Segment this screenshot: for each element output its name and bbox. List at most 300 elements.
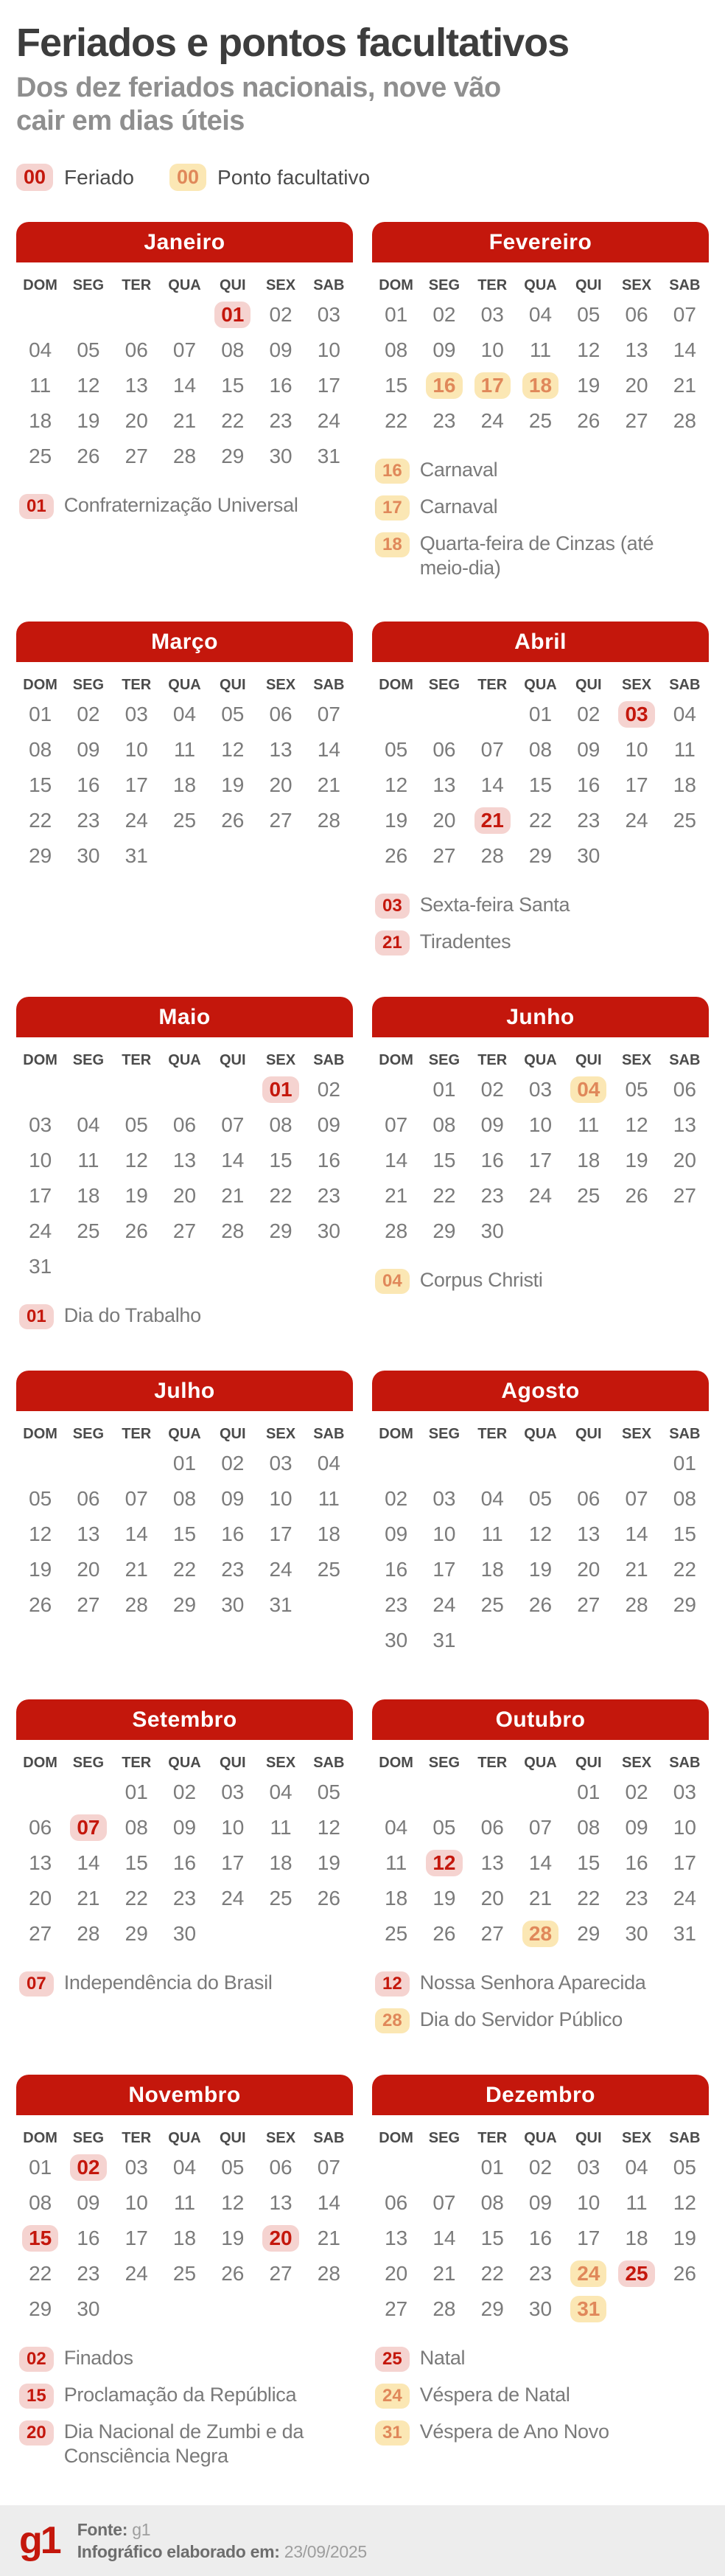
day-cell <box>113 1178 161 1214</box>
month-header <box>372 622 709 662</box>
day-cell <box>469 2221 516 2256</box>
day-number: 23 <box>480 1184 504 1208</box>
day-number: 22 <box>673 1558 696 1581</box>
legend-item-facultativo <box>169 164 370 191</box>
day-number: 19 <box>577 374 600 397</box>
day-cell <box>16 2291 64 2327</box>
day-number: 10 <box>269 1487 293 1511</box>
day-cell <box>564 1517 612 1552</box>
day-number: 27 <box>77 1593 100 1617</box>
day-number: 30 <box>77 2297 100 2321</box>
day-cell <box>372 1214 420 1249</box>
day-number: 09 <box>269 338 293 362</box>
day-cell <box>564 1845 612 1881</box>
day-number: 03 <box>269 1452 293 1475</box>
day-cell <box>209 1881 256 1916</box>
weekday-label: SAB <box>669 2130 701 2147</box>
day-cell <box>612 1775 660 1810</box>
day-number: 30 <box>269 445 293 468</box>
note-label: Finados <box>63 2347 133 2370</box>
weekday-label: SEX <box>266 2130 296 2147</box>
day-number: 08 <box>577 1816 600 1839</box>
day-number: 03 <box>221 1780 245 1804</box>
day-number: 17 <box>673 1851 696 1875</box>
day-number: 07 <box>125 1487 148 1511</box>
day-number: 13 <box>577 1522 600 1546</box>
day-number: 19 <box>77 409 100 433</box>
day-number: 08 <box>172 1487 197 1511</box>
day-cell <box>372 1143 420 1178</box>
day-number: 01 <box>577 1780 600 1804</box>
day-number: 31 <box>269 1593 293 1617</box>
day-number: 05 <box>77 338 100 362</box>
day-number: 11 <box>318 1487 340 1511</box>
day-cell <box>64 1916 112 1952</box>
holiday-note <box>19 493 353 519</box>
day-cell <box>209 803 256 838</box>
day-number: 30 <box>385 1629 408 1652</box>
day-number: 27 <box>385 2297 408 2321</box>
day-cell <box>161 1178 209 1214</box>
day-number: 17 <box>125 2227 148 2250</box>
day-number: 29 <box>673 1593 696 1617</box>
weekday-label: QUI <box>220 1052 246 1069</box>
day-cell <box>256 333 304 368</box>
day-number: 29 <box>125 1922 148 1946</box>
note-day-badge: 17 <box>375 495 410 521</box>
weekday-row <box>16 1052 353 1069</box>
day-cell <box>161 1143 209 1178</box>
empty-day-cell <box>64 1446 112 1481</box>
weekday-label: DOM <box>23 2130 57 2147</box>
weekday-label: SAB <box>313 1755 345 1772</box>
day-number: 27 <box>269 2262 293 2286</box>
day-cell <box>661 1517 709 1552</box>
day-cell <box>420 2256 468 2291</box>
day-cell <box>564 2291 612 2327</box>
day-cell <box>420 1178 468 1214</box>
day-12-feriado: 12 <box>426 1850 462 1876</box>
day-number: 19 <box>432 1887 456 1910</box>
day-cell <box>420 732 468 767</box>
month-header <box>372 997 709 1037</box>
day-number: 20 <box>577 1558 600 1581</box>
day-cell <box>612 732 660 767</box>
day-cell <box>564 1587 612 1623</box>
empty-day-cell <box>16 1072 64 1107</box>
weekday-label: SEX <box>622 1426 652 1443</box>
day-cell <box>564 2256 612 2291</box>
day-number: 19 <box>221 2227 245 2250</box>
day-number: 09 <box>577 738 600 762</box>
weekday-label: SAB <box>669 1426 701 1443</box>
day-cell <box>372 1107 420 1143</box>
holiday-note <box>375 893 709 919</box>
day-cell <box>209 732 256 767</box>
holiday-note <box>375 2383 709 2409</box>
day-number: 19 <box>221 773 245 797</box>
day-cell <box>113 1775 161 1810</box>
day-cell <box>16 1214 64 1249</box>
note-label: Independência do Brasil <box>63 1971 273 1994</box>
day-number: 22 <box>29 2262 52 2286</box>
day-number: 14 <box>480 773 504 797</box>
day-number: 18 <box>29 409 52 433</box>
day-cell <box>305 1775 353 1810</box>
day-number: 18 <box>673 773 696 797</box>
day-number: 07 <box>317 703 340 726</box>
day-cell <box>564 333 612 368</box>
day-cell <box>420 333 468 368</box>
day-number: 04 <box>673 703 696 726</box>
day-number: 25 <box>577 1184 600 1208</box>
day-cell <box>113 368 161 403</box>
day-number: 23 <box>269 409 293 433</box>
day-number: 29 <box>480 2297 504 2321</box>
month-title: Setembro <box>132 1707 237 1732</box>
day-cell <box>161 803 209 838</box>
days-grid <box>16 1072 353 1284</box>
day-cell <box>305 697 353 732</box>
empty-day-cell <box>420 1446 468 1481</box>
day-cell <box>256 2221 304 2256</box>
day-number: 12 <box>221 2191 245 2215</box>
day-cell <box>469 1481 516 1517</box>
note-label: Proclamação da República <box>63 2384 297 2406</box>
day-cell <box>256 1446 304 1481</box>
day-number: 08 <box>480 2191 504 2215</box>
day-number: 26 <box>673 2262 696 2286</box>
day-cell <box>256 2150 304 2185</box>
day-cell <box>564 1881 612 1916</box>
days-grid <box>372 2150 709 2327</box>
day-cell <box>372 1481 420 1517</box>
weekday-label: QUI <box>220 277 246 294</box>
note-label: Carnaval <box>419 495 498 518</box>
day-number: 28 <box>480 844 504 868</box>
day-number: 06 <box>172 1113 197 1137</box>
legend-label-facultativo: Ponto facultativo <box>217 165 371 189</box>
day-number: 11 <box>385 1851 407 1875</box>
day-cell <box>612 1810 660 1845</box>
day-cell <box>469 1845 516 1881</box>
day-cell <box>564 1072 612 1107</box>
day-cell <box>16 439 64 474</box>
weekday-label: SEX <box>266 677 296 694</box>
day-cell <box>113 838 161 874</box>
day-cell <box>372 297 420 333</box>
day-number: 15 <box>673 1522 696 1546</box>
day-number: 24 <box>125 809 148 832</box>
day-cell <box>372 1587 420 1623</box>
day-number: 26 <box>432 1922 456 1946</box>
day-number: 04 <box>625 2156 648 2179</box>
note-label: Natal <box>419 2347 466 2370</box>
weekday-row <box>16 1755 353 1772</box>
empty-day-cell <box>113 297 161 333</box>
day-cell <box>516 333 564 368</box>
holiday-notes <box>372 1971 709 2033</box>
day-cell <box>64 2221 112 2256</box>
month-novembro <box>16 2075 353 2468</box>
day-31-facultativo: 31 <box>570 2296 606 2322</box>
day-cell <box>113 1214 161 1249</box>
day-number: 24 <box>673 1887 696 1910</box>
day-cell <box>372 2256 420 2291</box>
month-title: Fevereiro <box>488 229 592 254</box>
day-number: 25 <box>528 409 553 433</box>
day-cell <box>16 1178 64 1214</box>
weekday-label: QUI <box>220 1426 246 1443</box>
day-number: 15 <box>480 2227 504 2250</box>
day-cell <box>64 803 112 838</box>
day-number: 04 <box>317 1452 340 1475</box>
holiday-note <box>19 2346 353 2372</box>
day-number: 13 <box>269 2191 293 2215</box>
day-cell <box>612 1845 660 1881</box>
day-cell <box>305 1481 353 1517</box>
days-grid <box>16 697 353 874</box>
day-cell <box>612 1143 660 1178</box>
day-number: 10 <box>673 1816 696 1839</box>
day-cell <box>256 1072 304 1107</box>
day-number: 14 <box>625 1522 648 1546</box>
page-title: Feriados e pontos facultativos <box>16 21 570 65</box>
weekday-row <box>16 2130 353 2147</box>
day-number: 04 <box>385 1816 408 1839</box>
day-number: 03 <box>125 2156 148 2179</box>
day-cell <box>564 803 612 838</box>
day-cell <box>256 1481 304 1517</box>
weekday-label: TER <box>477 277 508 294</box>
day-cell <box>420 1517 468 1552</box>
day-number: 30 <box>221 1593 245 1617</box>
empty-day-cell <box>516 1775 564 1810</box>
weekday-label: SAB <box>669 277 701 294</box>
holiday-note <box>375 1268 709 1294</box>
day-cell <box>305 333 353 368</box>
g1-logo: g1 <box>19 2519 60 2563</box>
day-cell <box>612 1881 660 1916</box>
day-number: 12 <box>125 1149 148 1172</box>
empty-day-cell <box>64 1072 112 1107</box>
day-number: 08 <box>221 338 245 362</box>
day-number: 11 <box>481 1522 503 1546</box>
day-cell <box>469 1881 516 1916</box>
note-day-badge: 03 <box>375 894 410 919</box>
day-cell <box>469 333 516 368</box>
day-cell <box>113 732 161 767</box>
weekday-label: DOM <box>379 677 413 694</box>
day-cell <box>612 697 660 732</box>
day-20-feriado: 20 <box>262 2225 298 2252</box>
day-cell <box>420 838 468 874</box>
day-number: 30 <box>172 1922 197 1946</box>
day-cell <box>661 1143 709 1178</box>
day-number: 01 <box>432 1078 456 1101</box>
day-cell <box>209 403 256 439</box>
weekday-label: SAB <box>313 1426 345 1443</box>
day-cell <box>372 732 420 767</box>
day-cell <box>256 403 304 439</box>
day-cell <box>161 2221 209 2256</box>
empty-day-cell <box>209 1072 256 1107</box>
day-cell <box>16 1481 64 1517</box>
day-number: 04 <box>77 1113 100 1137</box>
weekday-label: SEG <box>428 1426 460 1443</box>
day-number: 02 <box>317 1078 340 1101</box>
empty-day-cell <box>469 697 516 732</box>
day-cell <box>113 2150 161 2185</box>
month-header <box>372 1699 709 1740</box>
day-number: 28 <box>673 409 696 433</box>
day-number: 04 <box>480 1487 504 1511</box>
month-title: Agosto <box>501 1378 580 1403</box>
day-cell <box>469 368 516 403</box>
month-header <box>16 997 353 1037</box>
day-cell <box>64 2185 112 2221</box>
day-cell <box>16 1587 64 1623</box>
note-label: Dia do Servidor Público <box>419 2008 623 2031</box>
day-cell <box>161 2256 209 2291</box>
day-number: 02 <box>625 1780 648 1804</box>
day-number: 17 <box>625 773 648 797</box>
day-cell <box>113 2185 161 2221</box>
holiday-note <box>19 2383 353 2409</box>
day-number: 13 <box>269 738 293 762</box>
day-number: 30 <box>317 1219 340 1243</box>
day-17-facultativo: 17 <box>474 372 511 399</box>
day-number: 06 <box>577 1487 600 1511</box>
day-number: 25 <box>480 1593 504 1617</box>
day-cell <box>372 2221 420 2256</box>
day-number: 12 <box>625 1113 648 1137</box>
day-cell <box>564 1775 612 1810</box>
empty-day-cell <box>113 1072 161 1107</box>
month-title: Novembro <box>128 2082 241 2107</box>
elaborated-label: Infográfico elaborado em: <box>77 2542 280 2562</box>
day-number: 03 <box>480 303 504 327</box>
holiday-note <box>375 2346 709 2372</box>
month-fevereiro <box>372 222 709 580</box>
day-cell <box>161 1214 209 1249</box>
day-cell <box>564 1481 612 1517</box>
note-label: Carnaval <box>419 459 498 481</box>
weekday-row <box>16 277 353 294</box>
day-cell <box>161 1916 209 1952</box>
footer-source-line <box>77 2518 367 2541</box>
day-cell <box>612 1587 660 1623</box>
day-number: 09 <box>221 1487 245 1511</box>
day-number: 11 <box>77 1149 99 1172</box>
note-label: Dia do Trabalho <box>63 1304 201 1327</box>
holiday-note <box>375 532 709 580</box>
day-cell <box>305 1214 353 1249</box>
holiday-notes <box>16 2346 353 2468</box>
day-number: 02 <box>528 2156 553 2179</box>
day-number: 07 <box>317 2156 340 2179</box>
day-cell <box>256 2185 304 2221</box>
day-cell <box>612 1916 660 1952</box>
day-number: 31 <box>673 1922 696 1946</box>
day-cell <box>161 1481 209 1517</box>
note-day-badge: 01 <box>19 494 54 519</box>
day-number: 18 <box>385 1887 408 1910</box>
day-cell <box>161 1107 209 1143</box>
day-cell <box>372 1845 420 1881</box>
day-cell <box>469 803 516 838</box>
day-number: 29 <box>432 1219 456 1243</box>
day-number: 14 <box>385 1149 408 1172</box>
day-number: 27 <box>673 1184 696 1208</box>
weekday-label: SEG <box>428 277 460 294</box>
day-number: 27 <box>269 809 293 832</box>
day-cell <box>420 767 468 803</box>
day-cell <box>305 403 353 439</box>
day-cell <box>113 1143 161 1178</box>
note-label: Nossa Senhora Aparecida <box>419 1971 646 1994</box>
day-number: 17 <box>29 1184 52 1208</box>
day-number: 16 <box>480 1149 504 1172</box>
weekday-label: TER <box>122 1426 152 1443</box>
day-cell <box>209 1552 256 1587</box>
day-number: 13 <box>77 1522 100 1546</box>
day-number: 26 <box>625 1184 648 1208</box>
day-cell <box>612 2256 660 2291</box>
day-number: 17 <box>317 374 340 397</box>
day-cell <box>612 403 660 439</box>
day-cell <box>516 1107 564 1143</box>
day-cell <box>372 2291 420 2327</box>
day-cell <box>161 767 209 803</box>
day-number: 16 <box>385 1558 408 1581</box>
day-number: 06 <box>625 303 648 327</box>
day-number: 29 <box>29 2297 52 2321</box>
day-number: 14 <box>172 374 197 397</box>
day-cell <box>16 403 64 439</box>
day-cell <box>161 2185 209 2221</box>
day-number: 23 <box>528 2262 553 2286</box>
day-cell <box>612 2221 660 2256</box>
day-number: 06 <box>29 1816 52 1839</box>
day-number: 14 <box>673 338 696 362</box>
day-cell <box>516 1810 564 1845</box>
day-number: 11 <box>529 338 552 362</box>
day-number: 15 <box>269 1149 293 1172</box>
day-cell <box>372 1810 420 1845</box>
day-cell <box>305 2256 353 2291</box>
day-cell <box>564 2221 612 2256</box>
day-cell <box>516 1916 564 1952</box>
day-number: 19 <box>29 1558 52 1581</box>
day-cell <box>161 1810 209 1845</box>
day-cell <box>209 697 256 732</box>
weekday-label: SAB <box>669 1052 701 1069</box>
day-number: 18 <box>317 1522 340 1546</box>
day-18-facultativo: 18 <box>522 372 558 399</box>
day-number: 05 <box>221 703 245 726</box>
note-label: Quarta-feira de Cinzas (até meio-dia) <box>419 532 654 579</box>
day-cell <box>209 1178 256 1214</box>
day-cell <box>612 803 660 838</box>
day-number: 21 <box>317 773 340 797</box>
weekday-label: QUA <box>168 1755 201 1772</box>
weekday-label: DOM <box>379 1755 413 1772</box>
day-number: 06 <box>269 2156 293 2179</box>
day-number: 20 <box>172 1184 197 1208</box>
day-number: 01 <box>125 1780 148 1804</box>
day-cell <box>256 1810 304 1845</box>
